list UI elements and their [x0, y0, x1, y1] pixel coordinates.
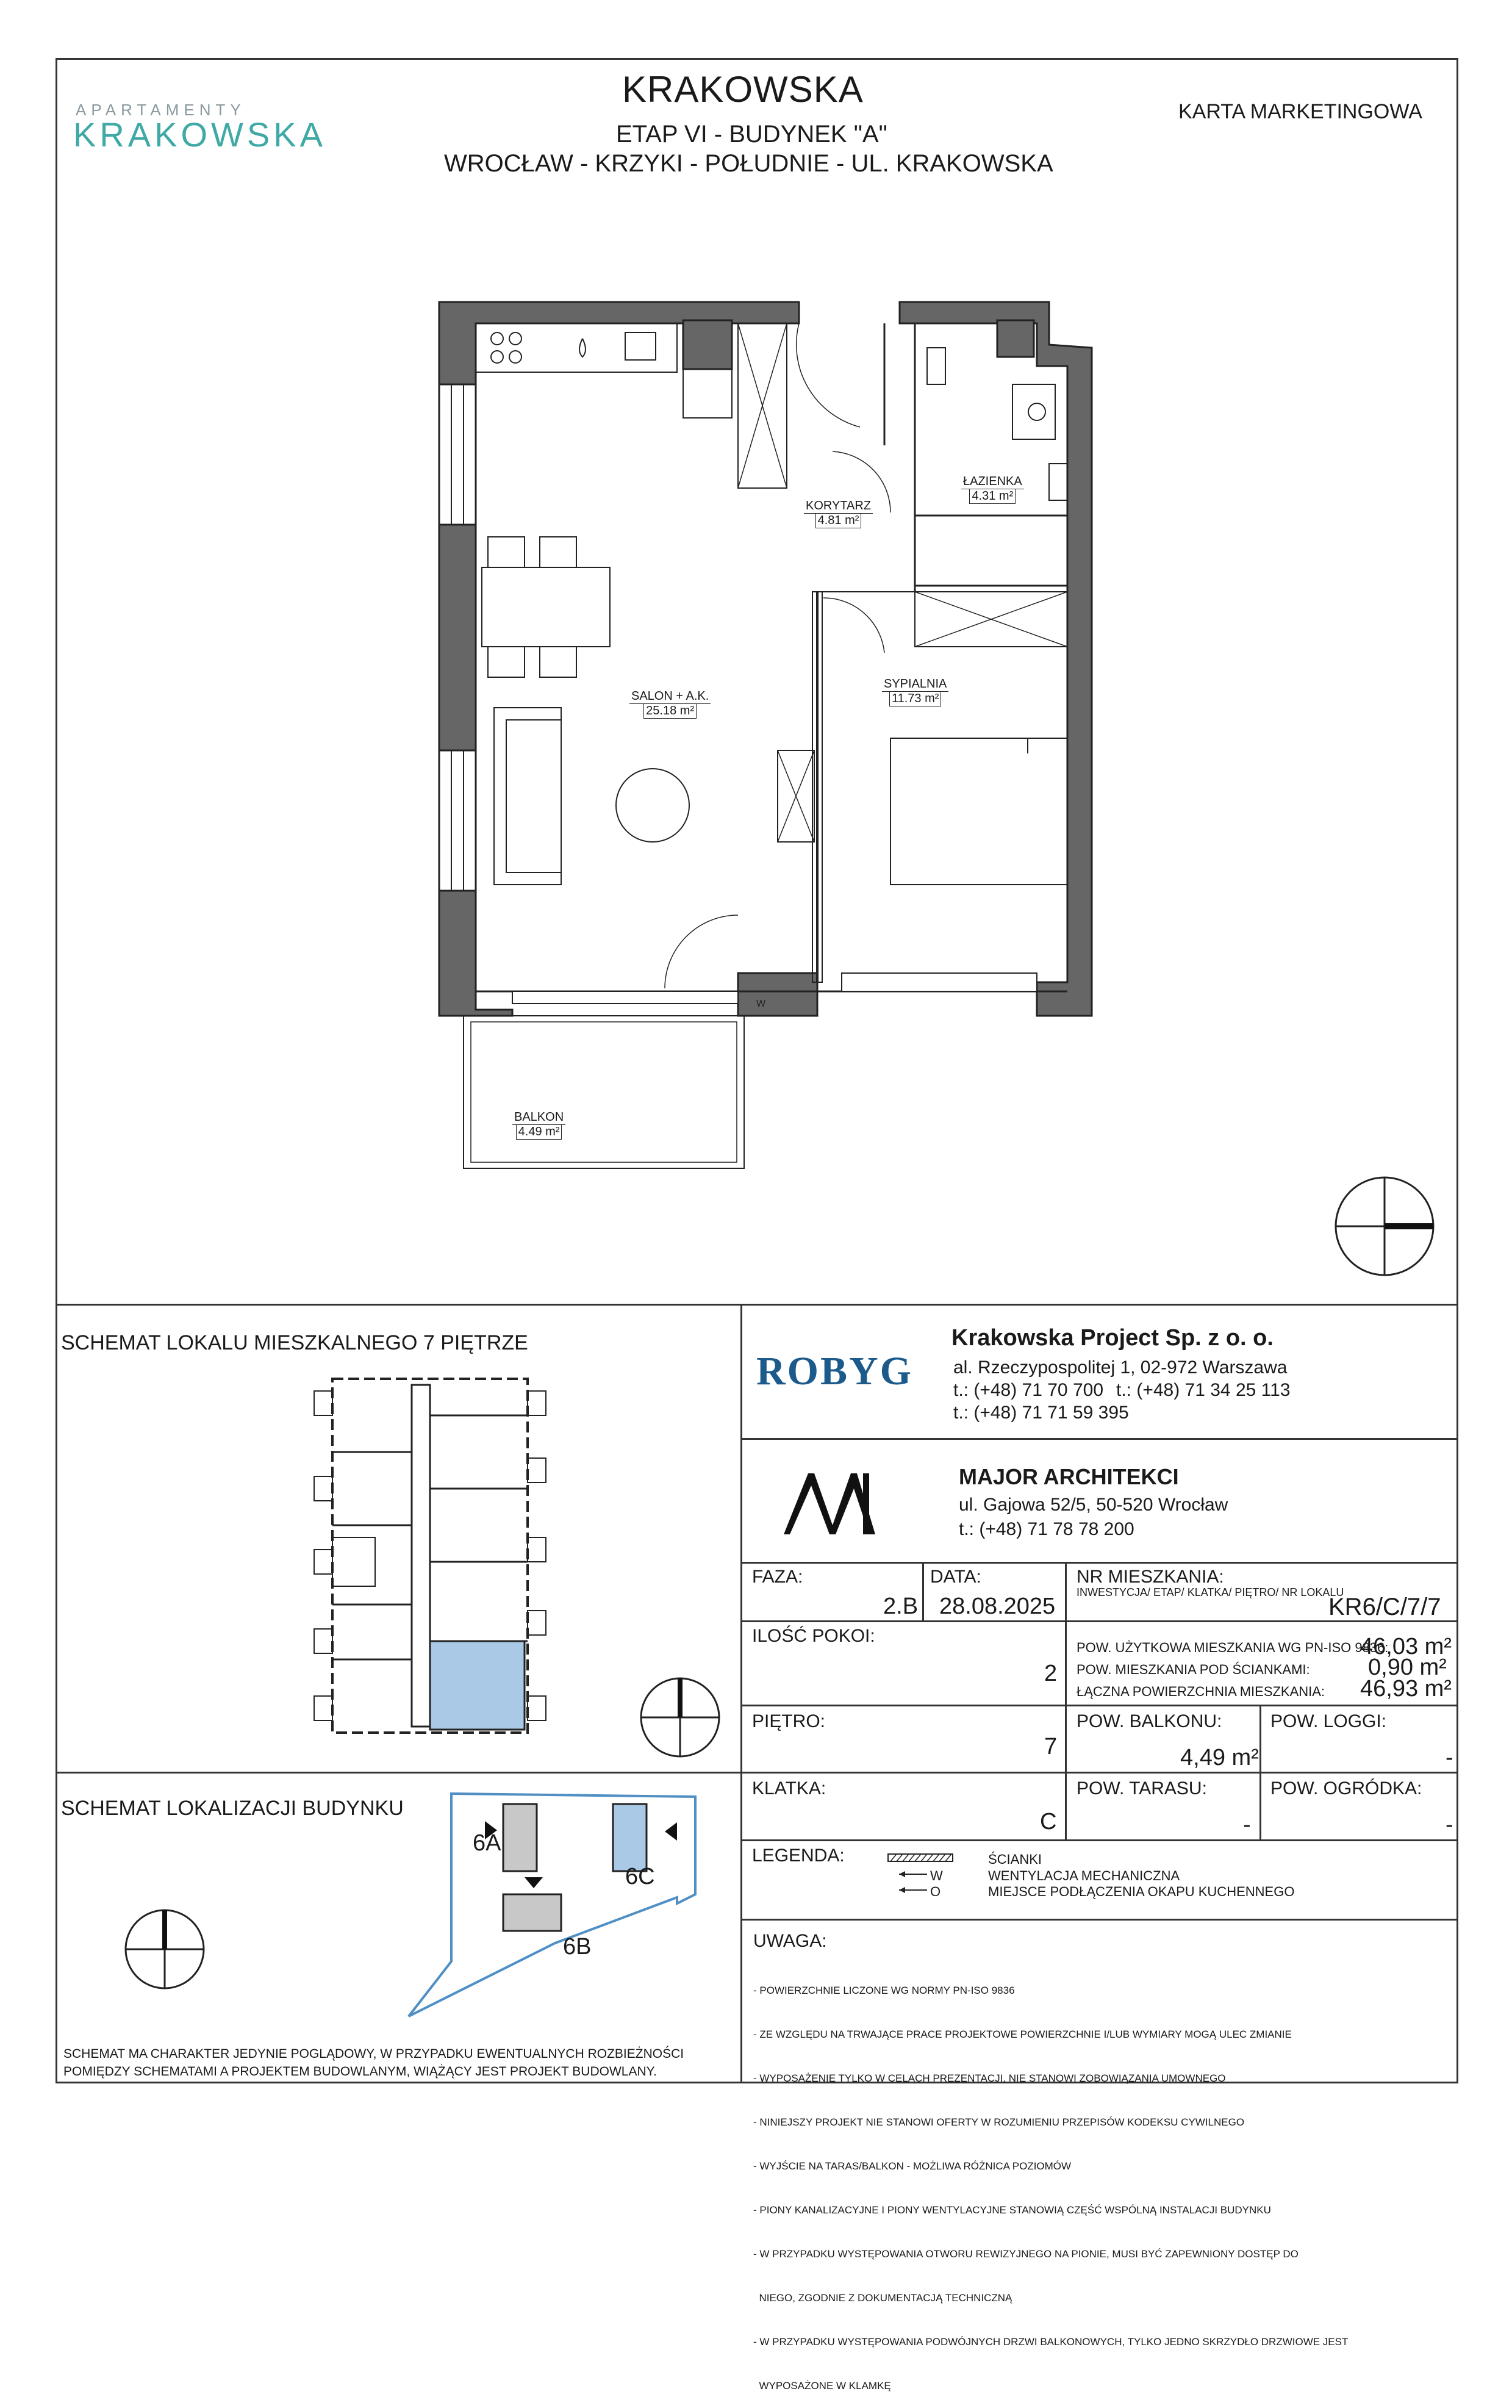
note-item: WYPOSAŻONE W KLAMKĘ	[753, 2380, 891, 2392]
legend-item-walls: ŚCIANKI	[988, 1852, 1042, 1867]
pokoi-value: 2	[1044, 1661, 1058, 1686]
page-title: KRAKOWSKA	[622, 69, 864, 110]
note-item: - ZE WZGLĘDU NA TRWAJĄCE PRACE PROJEKTOWE POWIERZCHNIE I/LUB WYMIARY MOGĄ ULEC ZMIANIE	[753, 2029, 1292, 2040]
shaft-2	[997, 320, 1034, 357]
divider-plan-bottom	[56, 1304, 1458, 1306]
schema-floor-plan	[308, 1367, 552, 1745]
developer-phone-2: t.: (+48) 71 34 25 113	[1116, 1380, 1291, 1400]
pu-label: POW. UŻYTKOWA MIESZKANIA WG PN-ISO 9836:	[1077, 1640, 1389, 1655]
card-label: KARTA MARKETINGOWA	[1178, 100, 1422, 123]
pietro-label: PIĘTRO:	[752, 1711, 826, 1731]
schema-floor-north-icon	[637, 1675, 723, 1760]
loggia-label: POW. LOGGI:	[1270, 1711, 1387, 1731]
room-balkon: BALKON 4.49 m²	[512, 1110, 565, 1140]
robyg-logo: ROBYG	[756, 1349, 914, 1393]
page-subtitle: ETAP VI - BUDYNEK "A"	[616, 121, 887, 148]
note-item: - W PRZYPADKU WYSTĘPOWANIA OTWORU REWIZYJNEGO NA PIONIE, MUSI BYĆ ZAPEWNIONY DOSTĘP DO	[753, 2248, 1299, 2260]
nr-value: KR6/C/7/7	[1328, 1594, 1441, 1620]
ogrodek-label: POW. OGRÓDKA:	[1270, 1778, 1422, 1799]
ogrodek-value: -	[1446, 1812, 1453, 1838]
note-item: - POWIERZCHNIE LICZONE WG NORMY PN-ISO 9836	[753, 1985, 1015, 1996]
divider-row5	[740, 1839, 1458, 1841]
ps-label: POW. MIESZKANIA POD ŚCIANKAMI:	[1077, 1662, 1310, 1677]
schema-floor-title: SCHEMAT LOKALU MIESZKALNEGO 7 PIĘTRZE	[61, 1331, 528, 1354]
divider-arch	[740, 1562, 1458, 1564]
note-item: - W PRZYPADKU WYSTĘPOWANIA PODWÓJNYCH DRZWI BALKONOWYCH, TYLKO JEDNO SKRZYDŁO DRZWIOWE JEST	[753, 2336, 1349, 2348]
legend-hood-mark: O	[930, 1884, 941, 1899]
building-label-6a: 6A	[473, 1830, 501, 1856]
architect-address: ul. Gajowa 52/5, 50-520 Wrocław	[959, 1495, 1228, 1515]
legend-wall-icon	[887, 1853, 955, 1863]
room-sypialnia: SYPIALNIA 11.73 m²	[882, 677, 948, 706]
taras-label: POW. TARASU:	[1077, 1778, 1207, 1799]
nr-sublabel: INWESTYCJA/ ETAP/ KLATKA/ PIĘTRO/ NR LOKALU	[1077, 1586, 1344, 1598]
room-lazienka: ŁAZIENKA 4.31 m²	[961, 475, 1024, 504]
developer-address: al. Rzeczypospolitej 1, 02-972 Warszawa	[953, 1357, 1288, 1378]
building-label-6b: 6B	[563, 1934, 592, 1960]
divider-center	[740, 1304, 742, 2083]
divider-row3	[740, 1705, 1458, 1706]
architect-phone: t.: (+48) 71 78 78 200	[959, 1519, 1134, 1539]
schema-building-plan	[390, 1784, 720, 2022]
disclaimer-text: SCHEMAT MA CHARAKTER JEDYNIE POGLĄDOWY, W PRZYPADKU EWENTUALNYCH ROZBIEŻNOŚCI POMIĘDZY SCHEMATAMI A PROJEKTEM BUDOWLANYM, WIĄŻĄCY JEST PROJEKT BUDOWLANY.	[63, 2047, 684, 2079]
schema-building-north-icon	[122, 1907, 207, 1992]
legend-hood-icon	[898, 1885, 928, 1895]
room-salon: SALON + A.K. 25.18 m²	[629, 689, 711, 719]
legend-item-vent: WENTYLACJA MECHANICZNA	[988, 1868, 1180, 1883]
divider-faza	[922, 1562, 924, 1620]
floor-plan	[427, 287, 1122, 1177]
room-korytarz: KORYTARZ 4.81 m²	[804, 499, 873, 528]
notes-list	[753, 1954, 1348, 2408]
developer-phone-3: t.: (+48) 71 71 59 395	[953, 1403, 1129, 1423]
developer-name: Krakowska Project Sp. z o. o.	[951, 1325, 1274, 1351]
exterior-walls	[439, 302, 1092, 1016]
developer-phone-1: t.: (+48) 71 70 700	[953, 1380, 1104, 1400]
data-label: DATA:	[930, 1567, 981, 1587]
note-item: - NINIEJSZY PROJEKT NIE STANOWI OFERTY W ROZUMIENIU PRZEPISÓW KODEKSU CYWILNEGO	[753, 2116, 1245, 2128]
divider-data	[1065, 1562, 1067, 1839]
note-item: - WYJŚCIE NA TARAS/BALKON - MOŻLIWA RÓŻNICA POZIOMÓW	[753, 2160, 1072, 2172]
page-address: WROCŁAW - KRZYKI - POŁUDNIE - UL. KRAKOWSKA	[444, 150, 1053, 177]
note-item: - WYPOSAŻENIE TYLKO W CELACH PREZENTACJI, NIE STANOWI ZOBOWIĄZANIA UMOWNEGO	[753, 2072, 1226, 2084]
legend-item-hood: MIEJSCE PODŁĄCZENIA OKAPU KUCHENNEGO	[988, 1884, 1295, 1899]
north-arrow-icon	[1333, 1174, 1436, 1278]
notes-title: UWAGA:	[753, 1931, 827, 1951]
building-label-6c: 6C	[625, 1864, 655, 1889]
faza-value: 2.B	[883, 1594, 919, 1619]
logo-main-text: KRAKOWSKA	[73, 115, 326, 154]
pietro-value: 7	[1044, 1734, 1058, 1759]
nr-label: NR MIESZKANIA:	[1077, 1567, 1224, 1587]
divider-left-schemas	[56, 1772, 740, 1774]
klatka-label: KLATKA:	[752, 1778, 826, 1799]
taras-value: -	[1243, 1812, 1251, 1838]
faza-label: FAZA:	[752, 1567, 803, 1587]
pokoi-label: ILOŚĆ POKOI:	[752, 1626, 875, 1646]
note-item: - PIONY KANALIZACYJNE I PIONY WENTYLACYJNE STANOWIĄ CZĘŚĆ WSPÓLNĄ INSTALACJI BUDYNKU	[753, 2204, 1271, 2216]
logo-top-text: APARTAMENTY	[76, 101, 246, 119]
balkon-label: POW. BALKONU:	[1077, 1711, 1222, 1731]
architect-name: MAJOR ARCHITEKCI	[959, 1464, 1179, 1489]
legend-vent-mark: W	[930, 1868, 943, 1883]
note-item: NIEGO, ZGODNIE Z DOKUMENTACJĄ TECHNICZNĄ	[753, 2292, 1012, 2304]
data-value: 28.08.2025	[939, 1594, 1056, 1619]
pl-value: 46,93 m²	[1360, 1676, 1452, 1702]
ps-value: 0,90 m²	[1368, 1655, 1447, 1680]
schema-building-title: SCHEMAT LOKALIZACJI BUDYNKU	[61, 1797, 404, 1820]
divider-row4	[740, 1772, 1458, 1774]
divider-dev	[740, 1438, 1458, 1440]
klatka-value: C	[1040, 1809, 1057, 1835]
divider-loggia	[1259, 1705, 1261, 1839]
legend-vent-icon	[898, 1869, 928, 1879]
divider-row6	[740, 1919, 1458, 1921]
loggia-value: -	[1446, 1745, 1453, 1770]
major-logo-icon	[781, 1470, 884, 1537]
pu-value: 46,03 m²	[1360, 1634, 1452, 1659]
legend-title: LEGENDA:	[752, 1846, 845, 1866]
balcony-outline	[464, 1016, 744, 1168]
vent-mark: W	[756, 999, 766, 1009]
pl-label: ŁĄCZNA POWIERZCHNIA MIESZKANIA:	[1077, 1684, 1325, 1699]
shaft-1	[683, 320, 732, 369]
balkon-value: 4,49 m²	[1180, 1745, 1259, 1770]
